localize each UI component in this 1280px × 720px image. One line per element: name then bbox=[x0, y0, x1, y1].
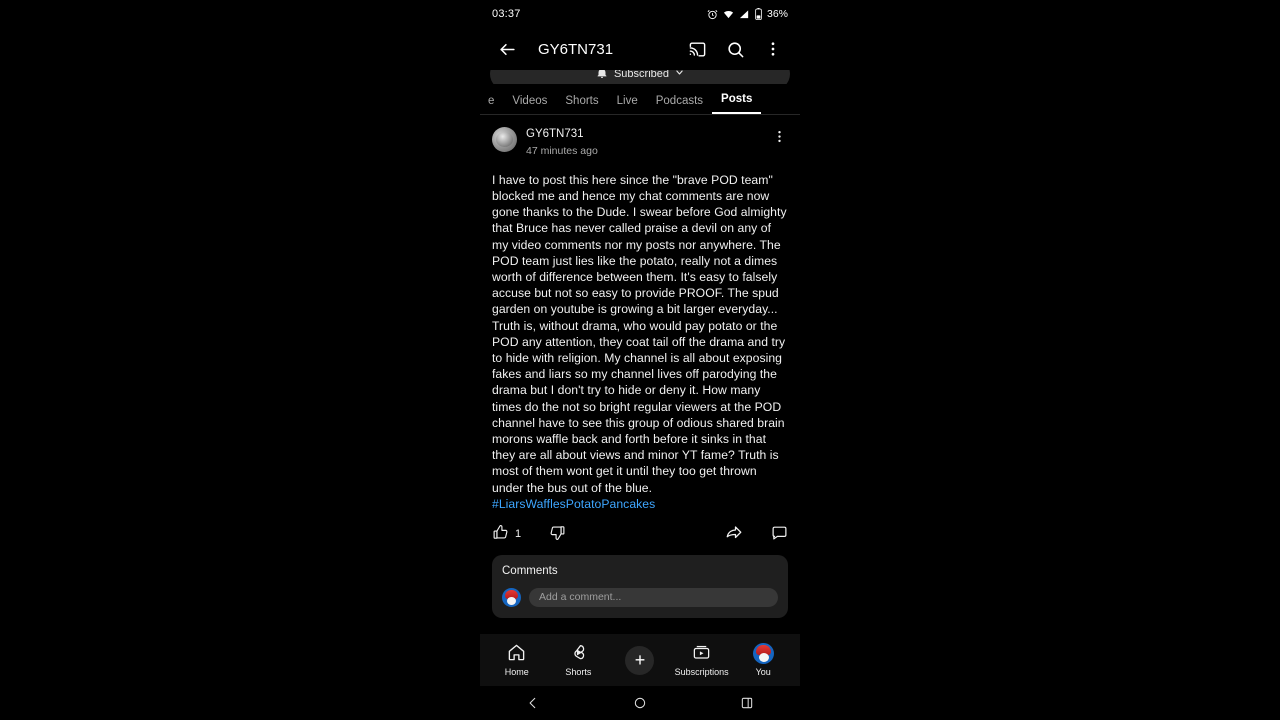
status-bar bbox=[480, 0, 800, 28]
post-body bbox=[492, 172, 788, 512]
wifi-icon bbox=[723, 9, 734, 20]
plus-icon[interactable]: + bbox=[625, 646, 654, 675]
tab-videos[interactable]: Videos bbox=[512, 95, 548, 107]
account-avatar-icon bbox=[753, 643, 774, 664]
post-author[interactable]: GY6TN731 bbox=[526, 128, 584, 140]
nav-item-subscriptions[interactable] bbox=[674, 643, 730, 677]
nav-label-home: Home bbox=[504, 667, 529, 677]
nav-item-you[interactable] bbox=[735, 643, 791, 677]
tab-shorts[interactable]: Shorts bbox=[565, 95, 599, 107]
post-hashtag[interactable]: #LiarsWafflesPotatoPancakes bbox=[492, 496, 656, 511]
system-recents-icon[interactable] bbox=[717, 696, 777, 710]
avatar[interactable] bbox=[492, 127, 517, 152]
status-icons bbox=[707, 8, 788, 20]
bottom-nav bbox=[480, 634, 800, 686]
cast-icon[interactable] bbox=[680, 32, 714, 66]
system-home-icon[interactable] bbox=[610, 696, 670, 710]
post-meta bbox=[526, 127, 761, 158]
subscribed-label: Subscribed bbox=[613, 70, 670, 80]
comments-title: Comments bbox=[502, 564, 558, 577]
post-card bbox=[480, 115, 800, 512]
post-timestamp: 47 minutes ago bbox=[526, 144, 598, 157]
system-back-icon[interactable] bbox=[503, 696, 563, 710]
like-count: 1 bbox=[515, 528, 522, 541]
app-bar bbox=[480, 28, 800, 70]
battery-icon bbox=[755, 8, 762, 20]
share-icon bbox=[725, 524, 743, 545]
post-header bbox=[492, 127, 788, 158]
tab-home-clipped[interactable]: e bbox=[488, 95, 495, 107]
share-button[interactable] bbox=[725, 524, 743, 545]
back-arrow-icon[interactable] bbox=[490, 32, 524, 66]
shorts-icon bbox=[569, 643, 588, 664]
signal-icon bbox=[739, 9, 750, 20]
tab-podcasts[interactable]: Podcasts bbox=[655, 95, 704, 107]
home-icon bbox=[507, 643, 526, 664]
dislike-button[interactable] bbox=[549, 524, 566, 544]
thumbs-down-icon bbox=[549, 524, 566, 544]
phone-viewport bbox=[480, 0, 800, 720]
channel-tabs bbox=[480, 84, 800, 115]
nav-label-subscriptions: Subscriptions bbox=[674, 667, 729, 677]
battery-percent: 36% bbox=[766, 8, 788, 20]
subscribed-button[interactable] bbox=[490, 70, 790, 84]
nav-item-home[interactable] bbox=[489, 643, 545, 677]
nav-label-shorts: Shorts bbox=[565, 667, 592, 677]
post-text: I have to post this here since the "brave POD team" blocked me and hence my chat comments are now gone thanks to the Dude. I swear before God almighty that Bruce has never called praise a devil on any of my video comments nor my posts nor anywhere. The POD team just lies like the potato, really not a dimes worth of difference between them. It's easy to falsely accuse but not so easy to provide PROOF. The spud garden on youtube is growing a bit larger everyday... Truth is, without drama, who would pay potato or the POD any attention, they coat tail off the drama and try to hide with religion. My channel is all about exposing fakes and liars so my channel lives off parodying the drama but I don't try to hide or deny it. How many times do the not so bright regular viewers at the POD channel have to see this group of odious shared brain morons waffle back and forth before it sinks in that they are all about views and minor YT fame? Truth is most of them wont get it until they too get thrown under the bus out of the blue. bbox=[492, 172, 787, 495]
subscriptions-icon bbox=[692, 643, 711, 664]
account-avatar-icon bbox=[502, 588, 521, 607]
post-more-icon[interactable] bbox=[770, 127, 788, 145]
comment-button[interactable] bbox=[771, 524, 788, 544]
nav-item-shorts[interactable] bbox=[550, 643, 606, 677]
chevron-down-icon bbox=[675, 70, 684, 80]
nav-item-create[interactable] bbox=[612, 646, 668, 675]
tab-posts[interactable]: Posts bbox=[712, 93, 761, 114]
tab-live[interactable]: Live bbox=[616, 95, 638, 107]
thumbs-up-icon bbox=[492, 524, 509, 544]
system-nav-bar bbox=[480, 686, 800, 720]
post-actions bbox=[480, 512, 800, 555]
nav-label-you: You bbox=[755, 667, 771, 677]
status-time: 03:37 bbox=[492, 8, 521, 20]
comment-input[interactable]: Add a comment... bbox=[529, 588, 778, 607]
subscribed-row bbox=[480, 70, 800, 84]
alarm-icon bbox=[707, 9, 718, 20]
search-icon[interactable] bbox=[718, 32, 752, 66]
comment-icon bbox=[771, 524, 788, 544]
bell-icon bbox=[596, 70, 608, 82]
comments-card[interactable] bbox=[492, 555, 788, 618]
more-vertical-icon[interactable] bbox=[756, 32, 790, 66]
add-comment-row[interactable] bbox=[502, 588, 778, 607]
page-title: GY6TN731 bbox=[538, 40, 614, 58]
like-button[interactable] bbox=[492, 524, 521, 544]
